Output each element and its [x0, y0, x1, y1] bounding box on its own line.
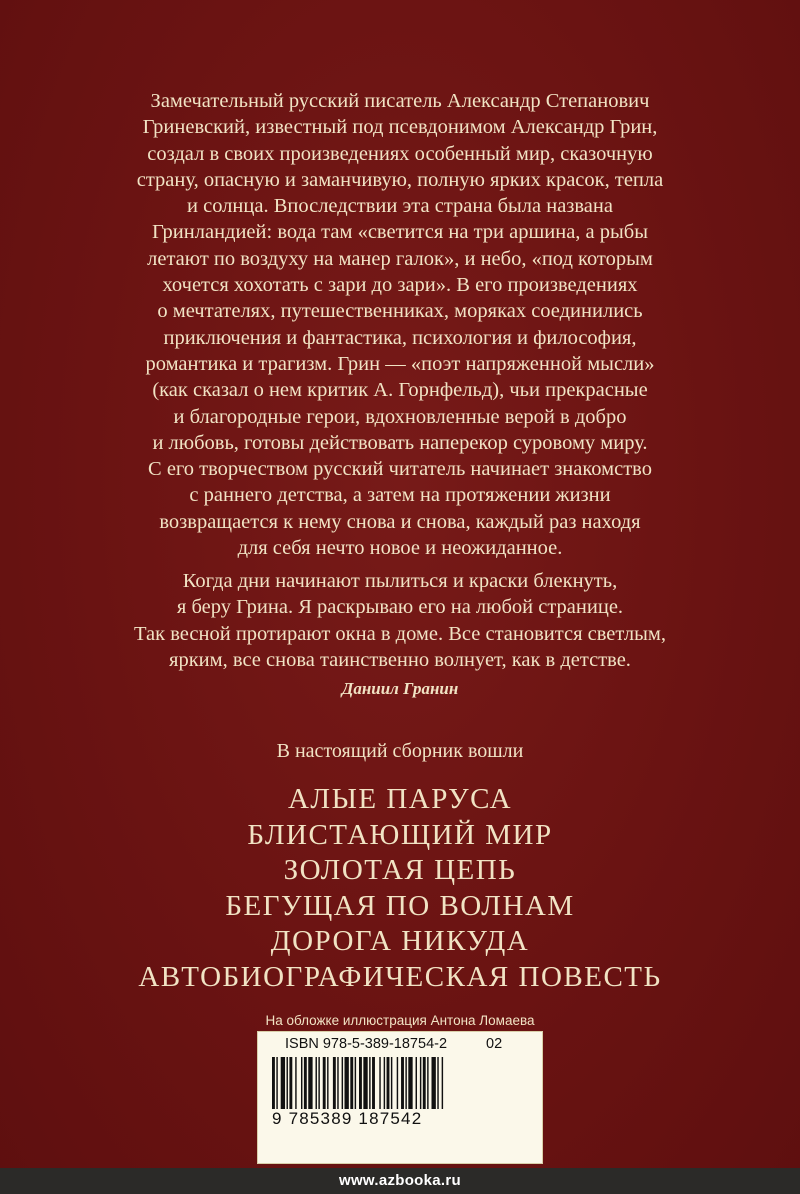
website-bar: www.azbooka.ru: [0, 1168, 800, 1194]
description-line: с раннего детства, а затем на протяжении жизни: [189, 484, 611, 507]
barcode-icon: [272, 1057, 528, 1111]
description-line: и любовь, готовы действовать наперекор суровому миру.: [152, 431, 648, 454]
description-line: для себя нечто новое и неожиданное.: [237, 537, 563, 560]
description-line: приключения и фантастика, психология и философия,: [163, 326, 637, 349]
description-line: летают по воздуху на манер галок», и небо, «под которым: [147, 247, 653, 270]
titles-list: [0, 782, 800, 995]
description-line: о мечтателях, путешественниках, моряках соединились: [157, 300, 643, 323]
title-item: АВТОБИОГРАФИЧЕСКАЯ ПОВЕСТЬ: [138, 960, 662, 993]
description-line: Гриневский, известный под псевдонимом Александр Грин,: [142, 116, 658, 139]
description-line: Замечательный русский писатель Александр Степанович: [150, 90, 650, 112]
title-item: БЕГУЩАЯ ПО ВОЛНАМ: [225, 889, 575, 922]
illustration-credit: На обложке иллюстрация Антона Ломаева: [265, 1013, 535, 1028]
quote-block: [90, 568, 710, 673]
quote-line: ярким, все снова таинственно волнует, как в детстве.: [169, 648, 631, 671]
title-item: АЛЫЕ ПАРУСА: [287, 783, 513, 815]
barcode-digits: 9 785389 187542: [272, 1109, 423, 1128]
quote-line: Так весной протирают окна в доме. Все становится светлым,: [134, 622, 666, 645]
description-line: хочется хохотать с зари до зари». В его произведениях: [162, 274, 638, 297]
description-line: и солнца. Впоследствии эта страна была названа: [187, 195, 613, 218]
title-item: БЛИСТАЮЩИЙ МИР: [247, 818, 553, 851]
description-line: страну, опасную и заманчивую, полную ярких красок, тепла: [136, 168, 664, 191]
quote-author: Даниил Гранин: [341, 679, 459, 698]
isbn-label: ISBN 978-5-389-18754-2: [285, 1036, 448, 1052]
description-line: возвращается к нему снова и снова, каждый раз находя: [159, 510, 641, 533]
description-line: С его творчеством русский читатель начинает знакомство: [148, 458, 652, 481]
description-line: романтика и трагизм. Грин — «поэт напряженной мысли»: [145, 352, 655, 375]
description-line: (как сказал о нем критик А. Горнфельд), чьи прекрасные: [152, 379, 648, 402]
title-item: ЗОЛОТАЯ ЦЕПЬ: [283, 854, 517, 886]
isbn-addon-code: 02: [486, 1036, 503, 1052]
description-line: создал в своих произведениях особенный мир, сказочную: [147, 142, 653, 165]
description-line: и благородные герои, вдохновленные верой в добро: [173, 405, 627, 428]
collection-heading: В настоящий сборник вошли: [276, 740, 524, 762]
title-item: ДОРОГА НИКУДА: [270, 925, 530, 957]
quote-line: я беру Грина. Я раскрываю его на любой странице.: [176, 596, 624, 619]
isbn-barcode-box: [257, 1031, 543, 1164]
book-description: [100, 88, 700, 561]
description-line: Гринландией: вода там «светится на три аршина, а рыбы: [151, 221, 649, 244]
quote-line: Когда дни начинают пылиться и краски блекнуть,: [182, 570, 618, 592]
